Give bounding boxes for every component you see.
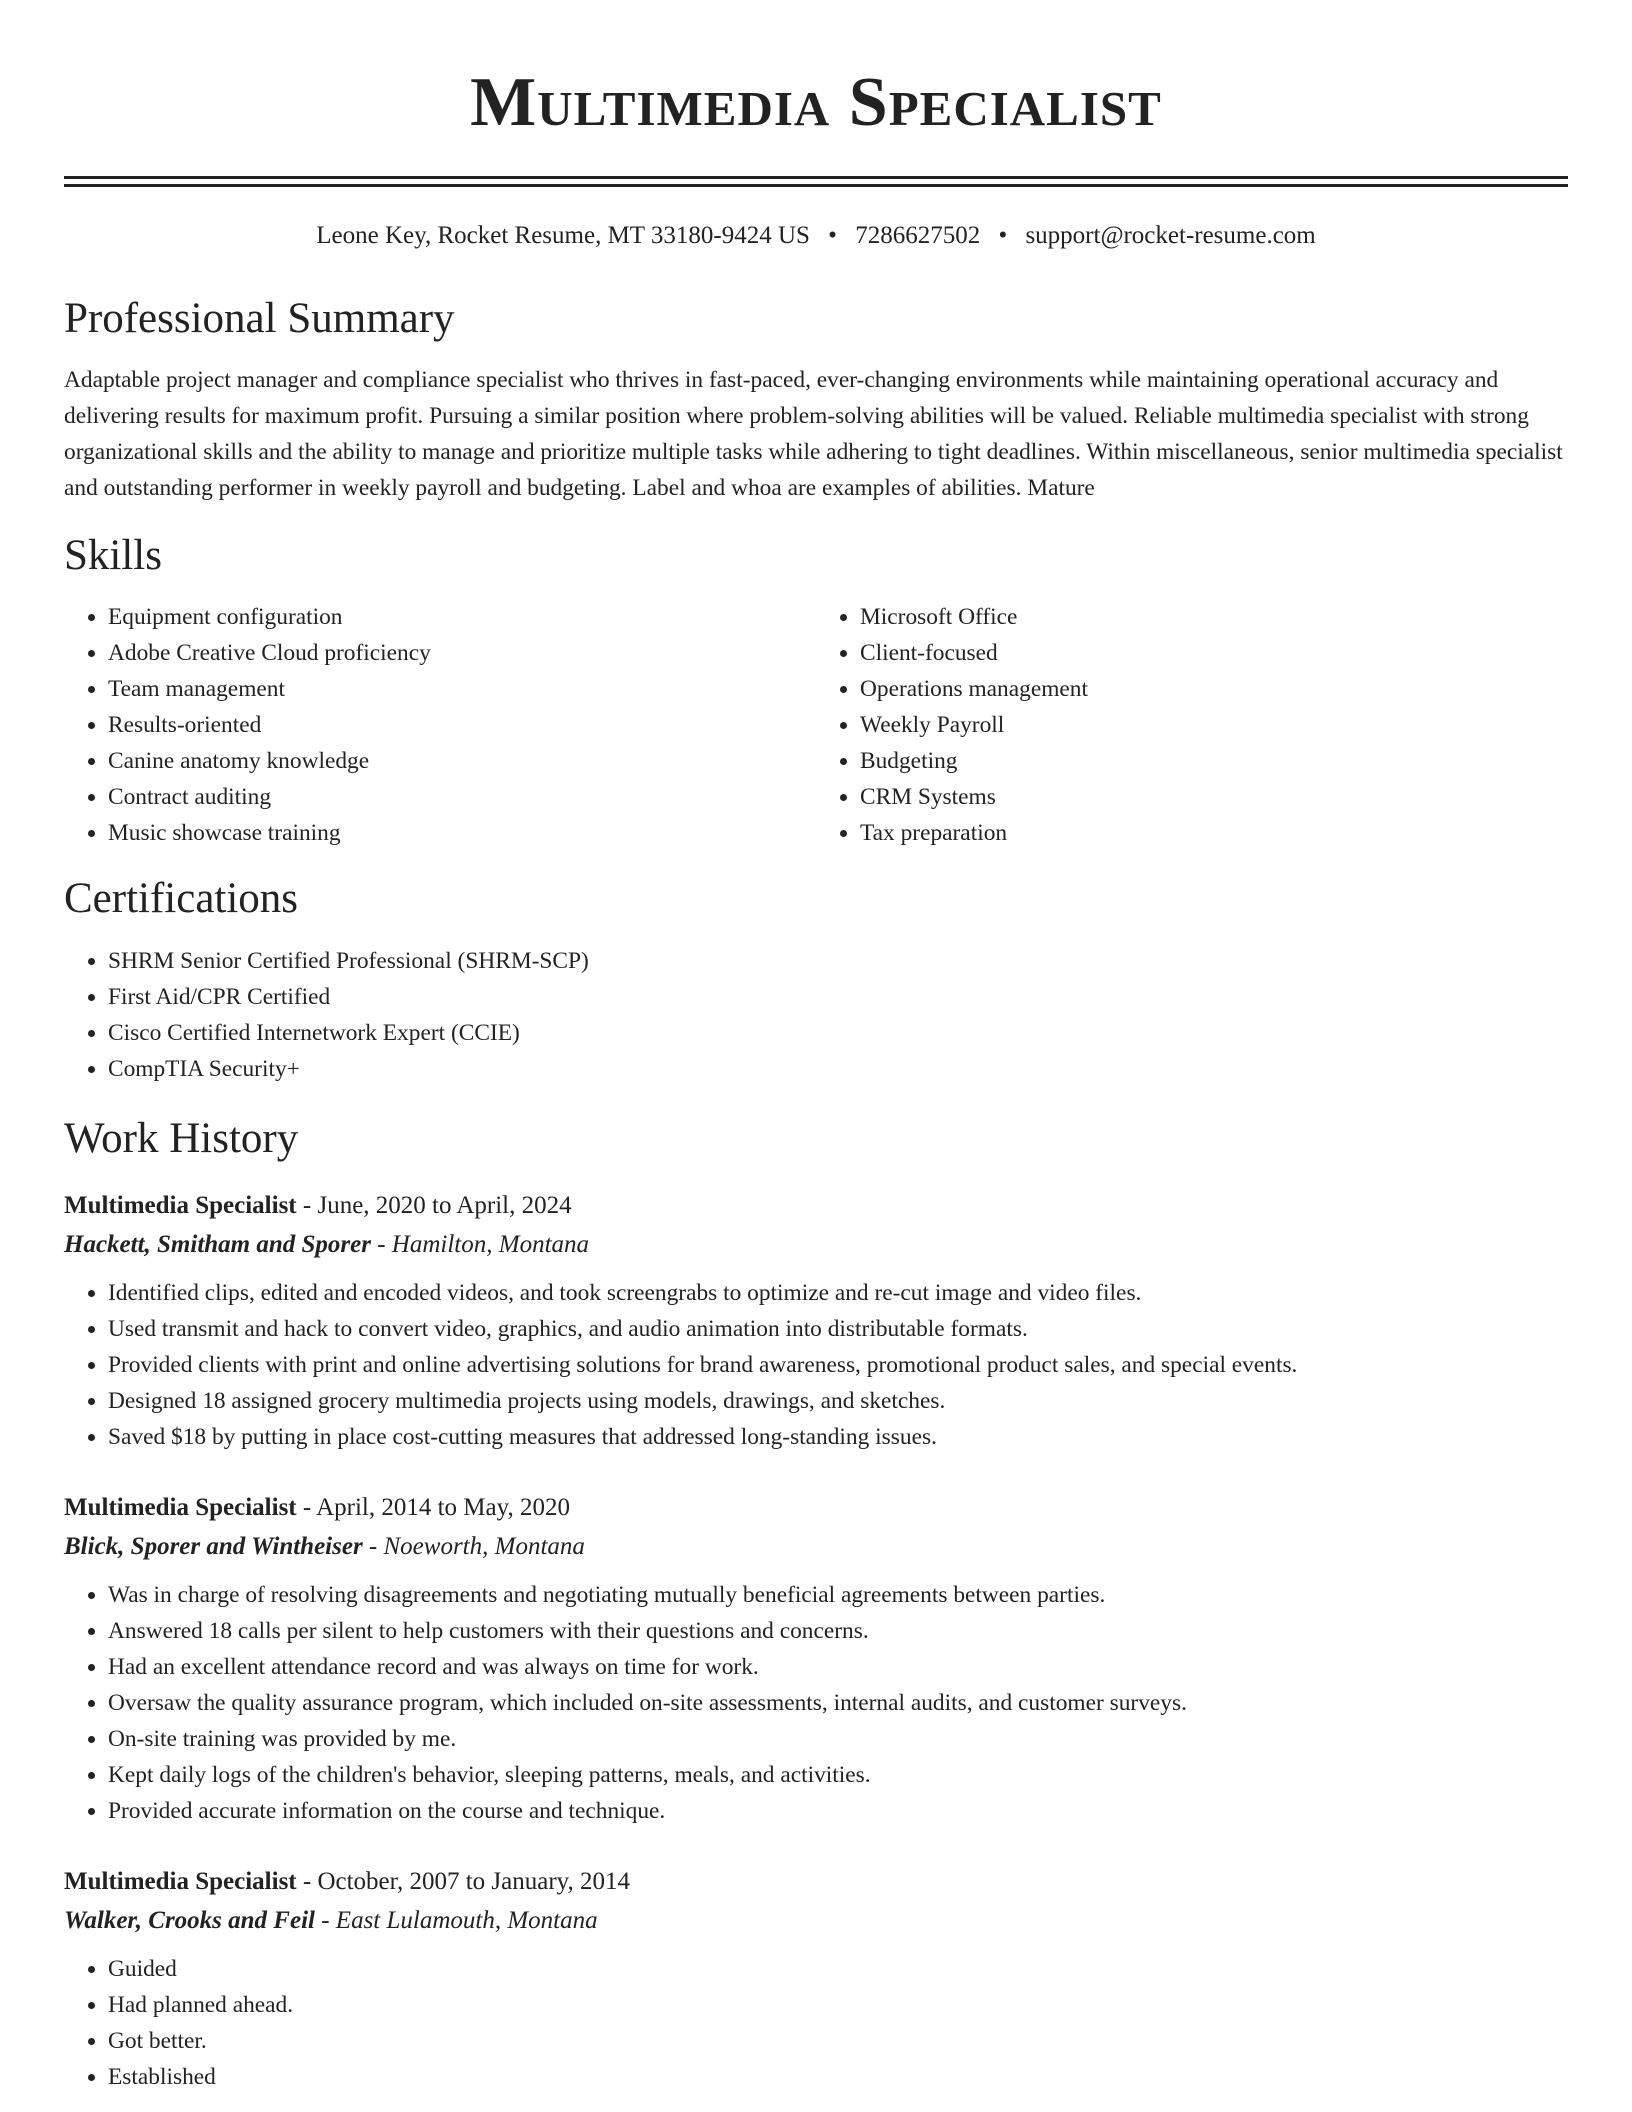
- job-bullet: • Had planned ahead.: [108, 1987, 1568, 2023]
- job-bullets: [64, 1577, 1568, 1829]
- skills-list-right: [816, 599, 1568, 851]
- skills-grid: [64, 599, 1568, 851]
- skill-item: • Budgeting: [860, 743, 1568, 779]
- job-title: Multimedia Specialist: [64, 1192, 297, 1219]
- skill-item: • Adobe Creative Cloud proficiency: [108, 635, 816, 671]
- certification-item: • CompTIA Security+: [108, 1051, 1568, 1087]
- job-bullets: [64, 1275, 1568, 1455]
- resume-title: Multimedia Specialist: [470, 64, 1162, 141]
- company-location: - Hamilton, Montana: [370, 1231, 590, 1258]
- job-bullet: • Used transmit and hack to convert video, graphics, and audio animation into distributable formats.: [108, 1311, 1568, 1347]
- skill-item: • Canine anatomy knowledge: [108, 743, 816, 779]
- company-name: Hackett, Smitham and Sporer: [64, 1231, 371, 1258]
- certification-item: • Cisco Certified Internetwork Expert (CCIE): [108, 1015, 1568, 1051]
- contact-separator: •: [828, 222, 837, 249]
- skill-item: • Music showcase training: [108, 815, 816, 851]
- job-bullet: • Answered 18 calls per silent to help customers with their questions and concerns.: [108, 1613, 1568, 1649]
- job-bullet: • Established: [108, 2059, 1568, 2095]
- job-title-line: [64, 1489, 1568, 1527]
- skill-item: • CRM Systems: [860, 779, 1568, 815]
- skill-item: • Client-focused: [860, 635, 1568, 671]
- summary-text: Adaptable project manager and compliance specialist who thrives in fast-paced, ever-changing environments while maintaining operational accuracy and delivering results for maximum profit. Pursuing a similar position where problem-solving abilities will be valued. Reliable multimedia specialist with strong organizational skills and the ability to manage and prioritize multiple tasks while adhering to tight deadlines. Within miscellaneous, senior multimedia specialist and outstanding performer in weekly payroll and budgeting. Label and whoa are examples of abilities. Mature: [64, 367, 1563, 501]
- job-bullet: • Provided clients with print and online advertising solutions for brand awareness, promotional product sales, and special events.: [108, 1347, 1568, 1383]
- job-dates: - October, 2007 to January, 2014: [296, 1868, 631, 1895]
- skill-item: • Weekly Payroll: [860, 707, 1568, 743]
- skill-item: • Microsoft Office: [860, 599, 1568, 635]
- title-double-rule: [64, 176, 1568, 187]
- job-title: Multimedia Specialist: [64, 1494, 297, 1521]
- contact-line: [64, 219, 1568, 253]
- job-bullet: • Guided: [108, 1951, 1568, 1987]
- job-entry: [64, 1489, 1568, 1829]
- job-bullet: • Identified clips, edited and encoded videos, and took screengrabs to optimize and re-cut image and video files.: [108, 1275, 1568, 1311]
- job-bullet: • Was in charge of resolving disagreements and negotiating mutually beneficial agreements between parties.: [108, 1577, 1568, 1613]
- job-entry: [64, 1187, 1568, 1455]
- certifications-heading: Certifications: [64, 875, 299, 922]
- summary-section: [64, 293, 1568, 506]
- skills-list-left: [64, 599, 816, 851]
- company-line: [64, 1901, 1568, 1941]
- skill-item: • Equipment configuration: [108, 599, 816, 635]
- job-bullet: • Had an excellent attendance record and was always on time for work.: [108, 1649, 1568, 1685]
- certifications-list: [64, 943, 1568, 1087]
- job-dates: - April, 2014 to May, 2020: [296, 1494, 571, 1521]
- work-history-section: [64, 1113, 1568, 2095]
- certifications-section: [64, 873, 1568, 1087]
- job-title: Multimedia Specialist: [64, 1868, 297, 1895]
- skill-item: • Operations management: [860, 671, 1568, 707]
- company-location: - East Lulamouth, Montana: [314, 1907, 598, 1934]
- job-bullets: [64, 1951, 1568, 2095]
- job-bullet: • Provided accurate information on the course and technique.: [108, 1793, 1568, 1829]
- contact-separator: •: [998, 222, 1008, 249]
- skills-heading: Skills: [64, 532, 162, 579]
- job-title-line: [64, 1863, 1568, 1901]
- company-name: Blick, Sporer and Wintheiser: [64, 1533, 363, 1560]
- company-line: [64, 1225, 1568, 1265]
- skill-item: • Contract auditing: [108, 779, 816, 815]
- certification-item: • SHRM Senior Certified Professional (SHRM-SCP): [108, 943, 1568, 979]
- skill-item: • Team management: [108, 671, 816, 707]
- work-history-heading: Work History: [64, 1115, 299, 1162]
- job-bullet: • Designed 18 assigned grocery multimedia projects using models, drawings, and sketches.: [108, 1383, 1568, 1419]
- skill-item: • Results-oriented: [108, 707, 816, 743]
- contact-phone: 7286627502: [855, 222, 981, 249]
- contact-email: support@rocket-resume.com: [1025, 222, 1316, 249]
- job-dates: - June, 2020 to April, 2024: [296, 1192, 572, 1219]
- company-line: [64, 1527, 1568, 1567]
- skills-section: [64, 530, 1568, 851]
- company-name: Walker, Crooks and Feil: [64, 1907, 315, 1934]
- job-title-line: [64, 1187, 1568, 1225]
- skill-item: • Tax preparation: [860, 815, 1568, 851]
- summary-heading: Professional Summary: [64, 295, 455, 342]
- job-bullet: • Got better.: [108, 2023, 1568, 2059]
- resume-page: [64, 0, 1568, 2095]
- certification-item: • First Aid/CPR Certified: [108, 979, 1568, 1015]
- contact-address: Leone Key, Rocket Resume, MT 33180-9424 US: [316, 222, 810, 249]
- job-entry: [64, 1863, 1568, 2095]
- company-location: - Noeworth, Montana: [362, 1533, 585, 1560]
- job-bullet: • Saved $18 by putting in place cost-cutting measures that addressed long-standing issues.: [108, 1419, 1568, 1455]
- job-bullet: • On-site training was provided by me.: [108, 1721, 1568, 1757]
- job-bullet: • Oversaw the quality assurance program, which included on-site assessments, internal audits, and customer surveys.: [108, 1685, 1568, 1721]
- job-bullet: • Kept daily logs of the children's behavior, sleeping patterns, meals, and activities.: [108, 1757, 1568, 1793]
